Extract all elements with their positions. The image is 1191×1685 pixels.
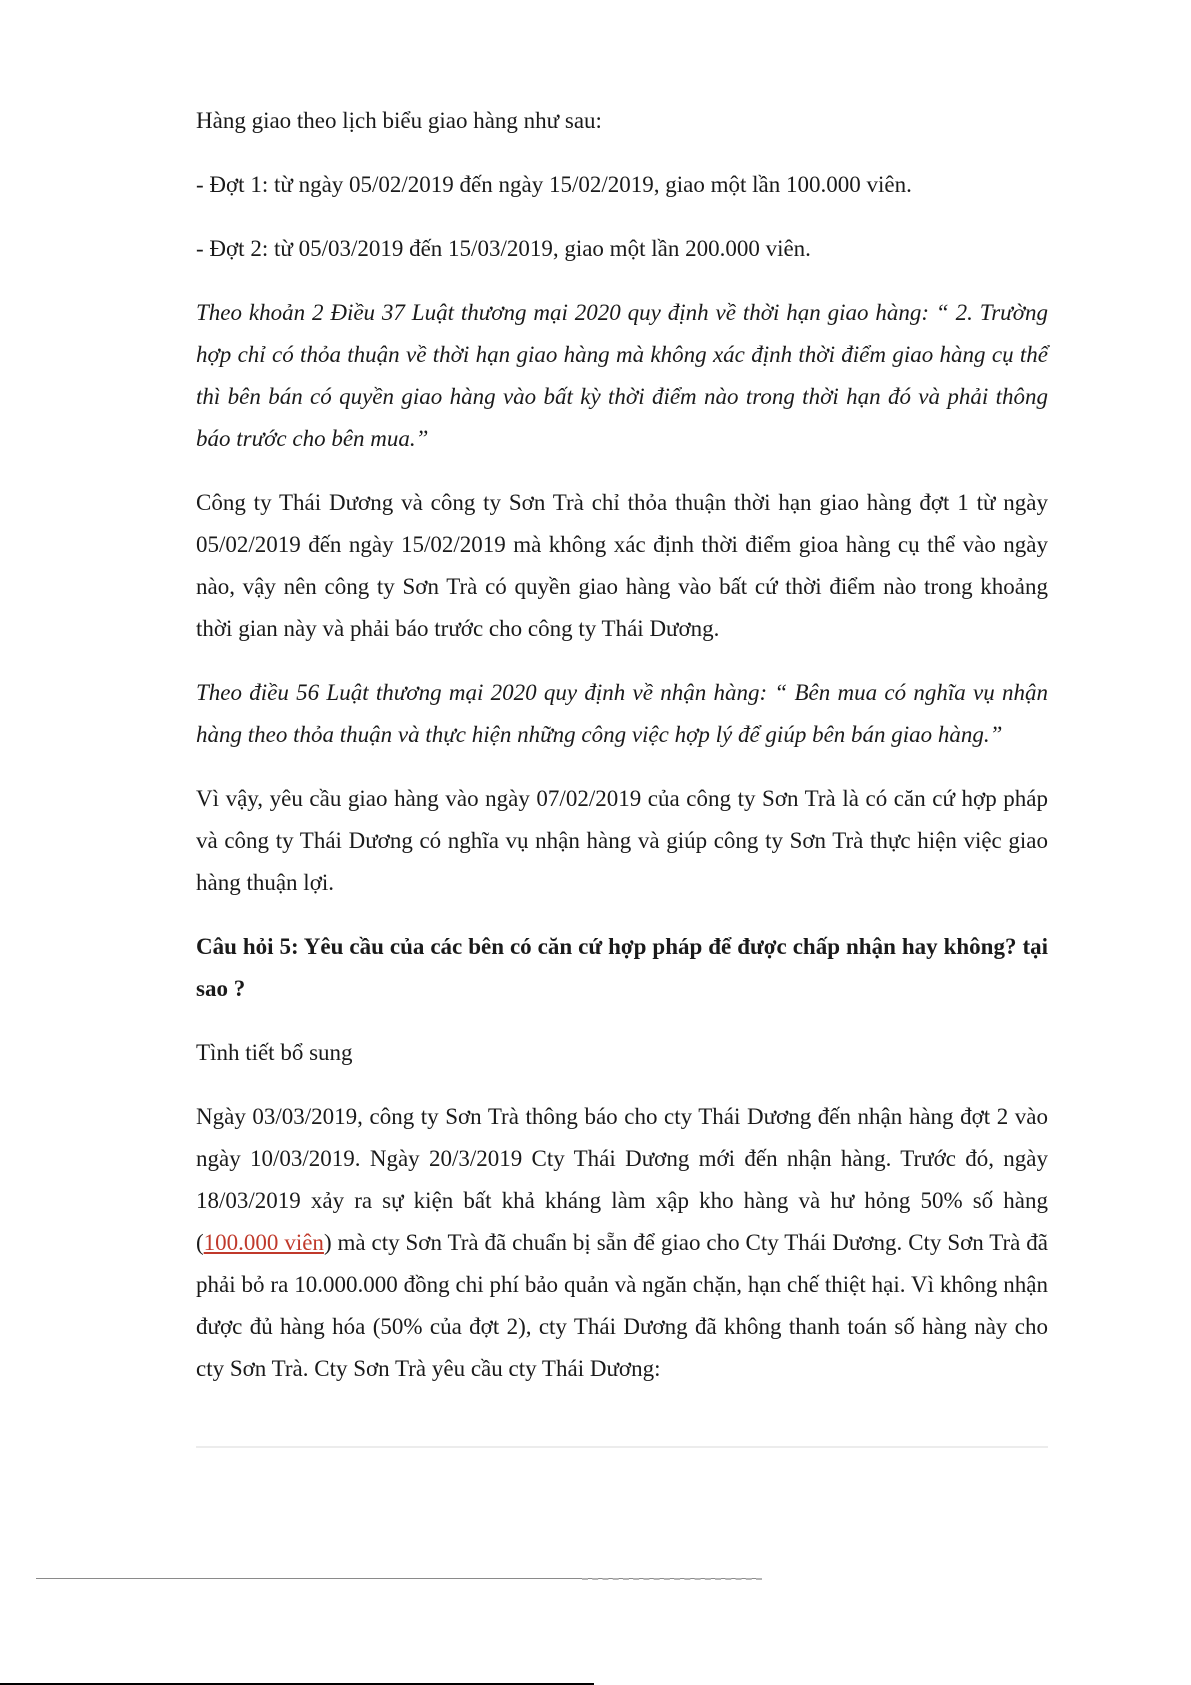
supplement-text-end: ) mà cty Sơn Trà đã chuẩn bị sẵn để giao cho Cty Thái Dương. Cty Sơn Trà đã phải bỏ ra 10.000.000 đồng chi phí bảo quản và ngăn chặn, hạn chế thiệt hại. Vì không nhận được đủ hàng hóa (50% của đợt 2), cty Thái Dương đã không thanh toán số hàng này cho cty Sơn Trà. Cty Sơn Trà yêu cầu cty Thái Dương:	[196, 1230, 1048, 1381]
supplement-paragraph	[196, 1096, 1048, 1390]
quantity-link[interactable]: 100.000 viên	[203, 1230, 324, 1255]
document-body	[196, 100, 1048, 1412]
delivery-batch-2: - Đợt 2: từ 05/03/2019 đến 15/03/2019, giao một lần 200.000 viên.	[196, 236, 811, 261]
footer-dashed-rule	[582, 1578, 762, 1580]
supplement-heading: Tình tiết bổ sung	[196, 1040, 353, 1065]
law-quote-article-37: Theo khoản 2 Điều 37 Luật thương mại 2020 quy định về thời hạn giao hàng: “ 2. Trường hợp chỉ có thỏa thuận về thời hạn giao hàng mà không xác định thời điểm giao hàng cụ thể thì bên bán có quyền giao hàng vào bất kỳ thời điểm nào trong thời hạn đó và phải thông báo trước cho bên mua.”	[196, 300, 1048, 451]
question-heading: Câu hỏi 5: Yêu cầu của các bên có căn cứ hợp pháp để được chấp nhận hay không? tại sao ?	[196, 934, 1048, 1001]
supplement-text-start: Ngày 03/03/2019, công ty Sơn Trà thông báo cho cty Thái Dương đến nhận hàng đợt 2 vào ngày 10/03/2019. Ngày 20/3/2019 Cty Thái Dương mới đến nhận hàng. Trước đó, ngày 18/03/2019 xảy ra sự kiện bất khả kháng làm xập kho hàng và hư hỏng 50% số hàng (	[196, 1104, 1048, 1255]
content-divider	[196, 1446, 1048, 1448]
delivery-batch-1: - Đợt 1: từ ngày 05/02/2019 đến ngày 15/02/2019, giao một lần 100.000 viên.	[196, 172, 912, 197]
analysis-paragraph-1: Công ty Thái Dương và công ty Sơn Trà chỉ thỏa thuận thời hạn giao hàng đợt 1 từ ngày 05/02/2019 đến ngày 15/02/2019 mà không xác định thời điểm gioa hàng cụ thể vào ngày nào, vậy nên công ty Sơn Trà có quyền giao hàng vào bất cứ thời điểm nào trong khoảng thời gian này và phải báo trước cho công ty Thái Dương.	[196, 490, 1048, 641]
conclusion-paragraph: Vì vậy, yêu cầu giao hàng vào ngày 07/02/2019 của công ty Sơn Trà là có căn cứ hợp pháp và công ty Thái Dương có nghĩa vụ nhận hàng và giúp công ty Sơn Trà thực hiện việc giao hàng thuận lợi.	[196, 786, 1048, 895]
law-quote-article-56: Theo điều 56 Luật thương mại 2020 quy định về nhận hàng: “ Bên mua có nghĩa vụ nhận hàng theo thỏa thuận và thực hiện những công việc hợp lý để giúp bên bán giao hàng.”	[196, 680, 1048, 747]
delivery-schedule-intro: Hàng giao theo lịch biểu giao hàng như sau:	[196, 108, 602, 133]
